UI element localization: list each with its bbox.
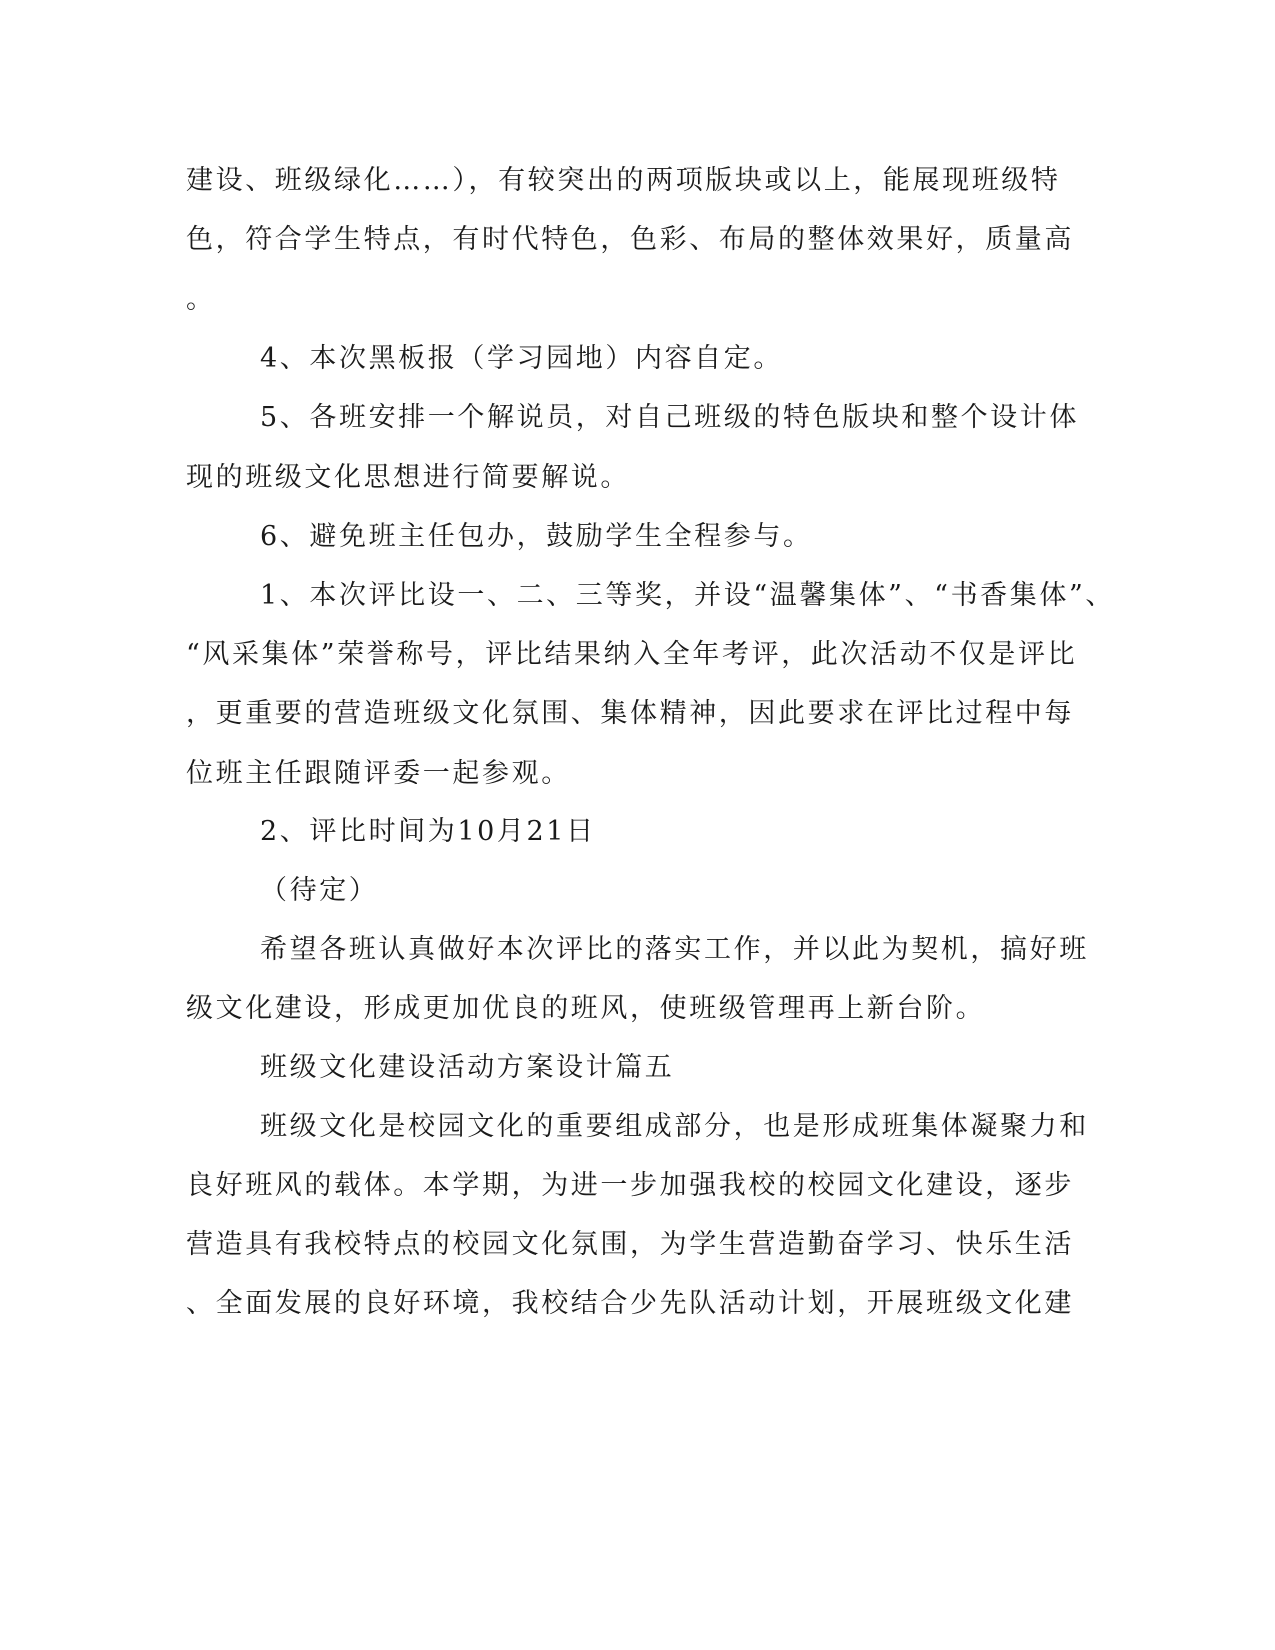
paragraph-line: （待定） [260, 875, 379, 906]
paragraph-line: 。 [186, 284, 216, 315]
section-heading: 班级文化建设活动方案设计篇五 [260, 1052, 675, 1083]
paragraph-line: 4、本次黑板报（学习园地）内容自定。 [260, 343, 783, 374]
paragraph-line: 现的班级文化思想进行简要解说。 [186, 462, 630, 493]
paragraph-line: 良好班风的载体。本学期，为进一步加强我校的校园文化建设，逐步 [186, 1170, 1074, 1201]
paragraph-line: 班级文化是校园文化的重要组成部分，也是形成班集体凝聚力和 [260, 1111, 1089, 1142]
paragraph-line: 色，符合学生特点，有时代特色，色彩、布局的整体效果好，质量高 [186, 224, 1074, 255]
paragraph-line: 、全面发展的良好环境，我校结合少先队活动计划，开展班级文化建 [186, 1288, 1074, 1319]
paragraph-line: “风采集体”荣誉称号，评比结果纳入全年考评，此次活动不仅是评比 [186, 639, 1078, 670]
paragraph-line: 6、避免班主任包办，鼓励学生全程参与。 [260, 521, 813, 552]
paragraph-line: 营造具有我校特点的校园文化氛围，为学生营造勤奋学习、快乐生活 [186, 1229, 1074, 1260]
paragraph-line: 希望各班认真做好本次评比的落实工作，并以此为契机，搞好班 [260, 934, 1089, 965]
paragraph-line: 2、评比时间为10月21日 [260, 816, 596, 847]
paragraph-line: 1、本次评比设一、二、三等奖，并设“温馨集体”、“书香集体”、 [260, 580, 1115, 611]
paragraph-line: 5、各班安排一个解说员，对自己班级的特色版块和整个设计体 [260, 402, 1079, 433]
paragraph-line: 位班主任跟随评委一起参观。 [186, 758, 571, 789]
paragraph-line: ，更重要的营造班级文化氛围、集体精神，因此要求在评比过程中每 [186, 698, 1074, 729]
paragraph-line: 建设、班级绿化……），有较突出的两项版块或以上，能展现班级特 [186, 165, 1061, 196]
paragraph-line: 级文化建设，形成更加优良的班风，使班级管理再上新台阶。 [186, 993, 986, 1024]
